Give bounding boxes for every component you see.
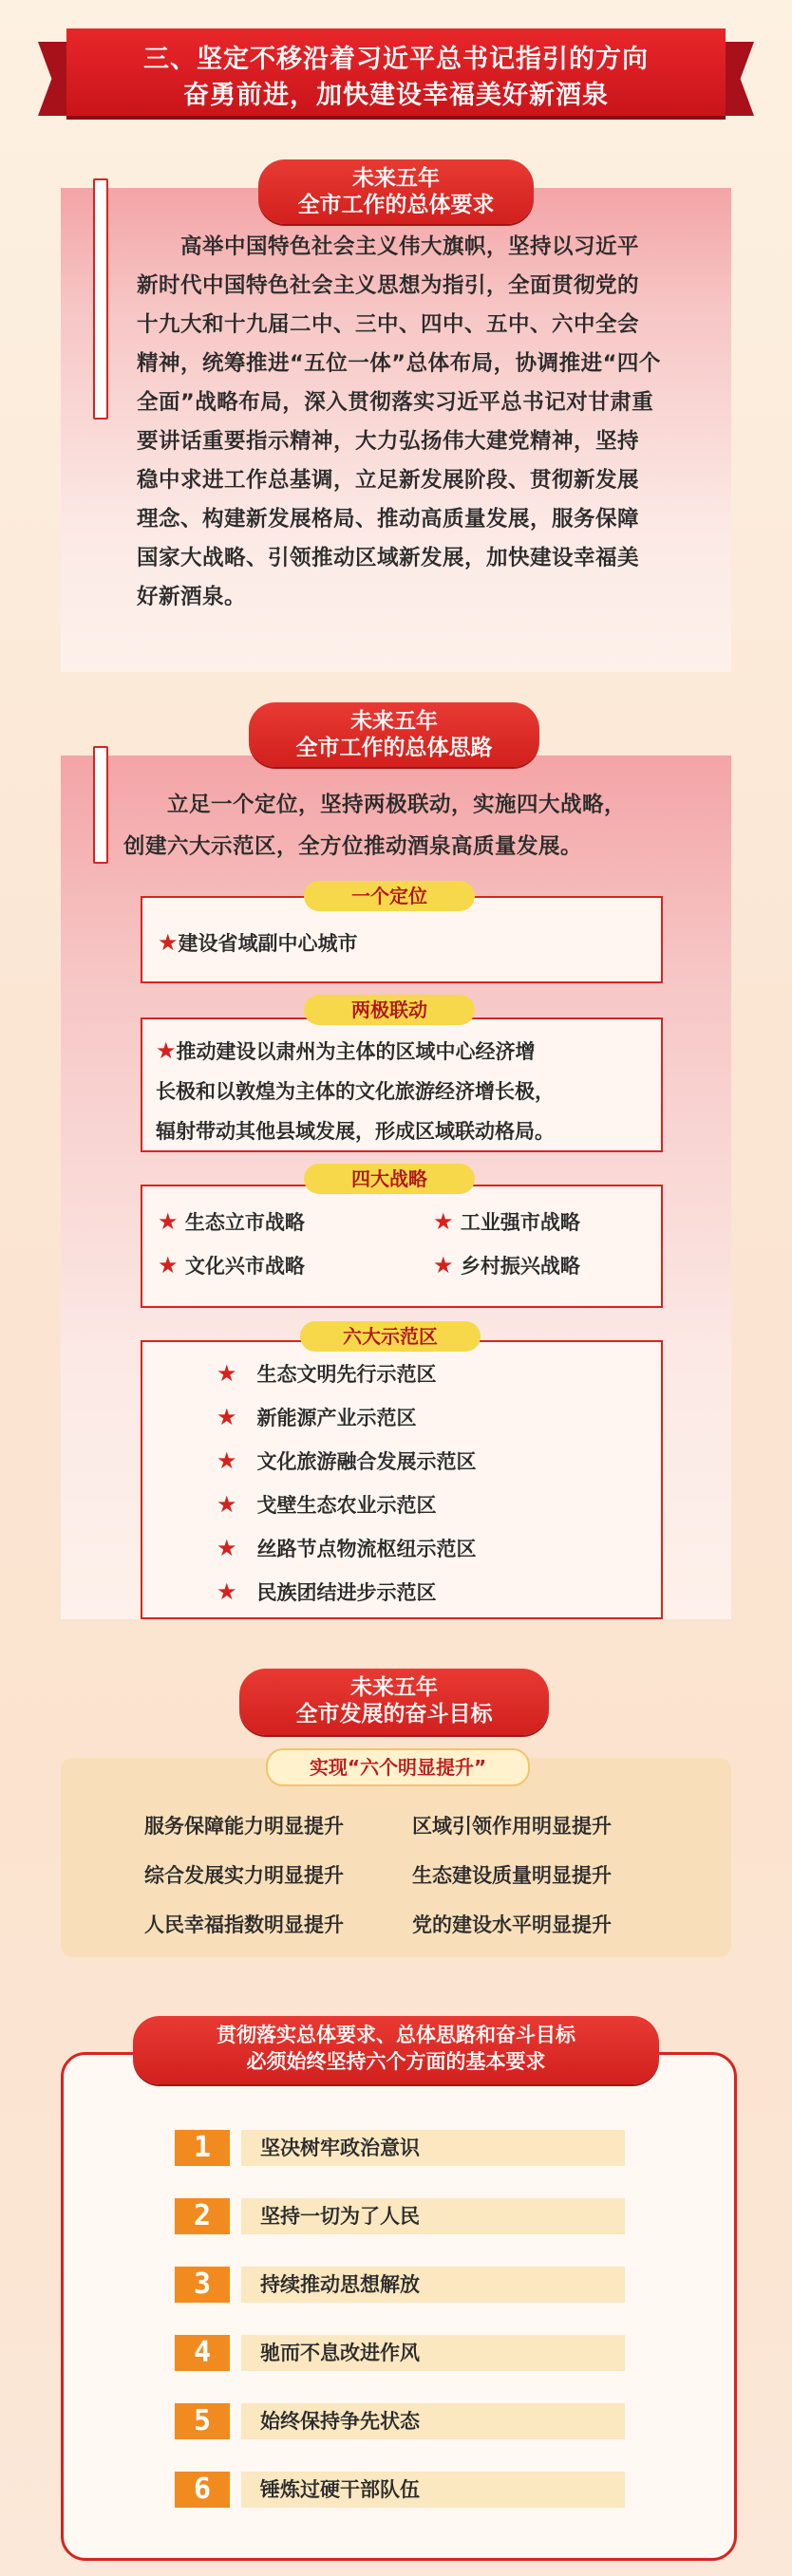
section2-intro-line: 创建六大示范区，全方位推动酒泉高质量发展。 xyxy=(123,834,583,859)
section1-line: 国家大战略、引领推动区域新发展，加快建设幸福美 xyxy=(137,546,640,570)
poles-line: 推动建设以肃州为主体的区域中心经济增 xyxy=(176,1040,536,1063)
star-icon: ★ xyxy=(156,1037,177,1064)
zone-item xyxy=(217,1490,437,1519)
zone-item xyxy=(217,1359,437,1388)
section1-paragraph xyxy=(137,228,716,617)
section2-title xyxy=(249,702,539,767)
star-icon: ★ xyxy=(217,1447,237,1474)
strategy-item xyxy=(433,1251,580,1279)
poles-line: 辐射带动其他县域发展，形成区域联动格局。 xyxy=(156,1120,555,1143)
banner-body xyxy=(66,28,726,116)
requirement-number: 5 xyxy=(175,2403,230,2439)
requirement-number: 2 xyxy=(175,2198,230,2234)
positioning-tag: 一个定位 xyxy=(304,881,475,911)
goal-item: 综合发展实力明显提升 xyxy=(144,1864,344,1887)
zone-label: 丝路节点物流枢纽示范区 xyxy=(256,1538,477,1560)
poles-line: 长极和以敦煌为主体的文化旅游经济增长极， xyxy=(156,1080,555,1103)
section2-side-bar xyxy=(93,746,108,864)
goal-item: 服务保障能力明显提升 xyxy=(144,1815,344,1838)
zone-item xyxy=(217,1577,437,1606)
header-banner xyxy=(38,28,754,116)
zone-label: 戈壁生态农业示范区 xyxy=(256,1494,437,1517)
positioning-text: 建设省域副中心城市 xyxy=(178,932,358,955)
star-icon: ★ xyxy=(158,1252,179,1279)
banner-title-line2: 奋勇前进，加快建设幸福美好新酒泉 xyxy=(183,81,609,110)
star-icon: ★ xyxy=(217,1491,237,1518)
requirement-number: 3 xyxy=(175,2267,230,2303)
banner-title-line1: 三、坚定不移沿着习近平总书记指引的方向 xyxy=(143,45,649,74)
goal-item: 生态建设质量明显提升 xyxy=(412,1864,612,1887)
star-icon: ★ xyxy=(158,929,179,956)
section3-title-line1: 未来五年 xyxy=(350,1675,438,1700)
section3-title-line2: 全市发展的奋斗目标 xyxy=(295,1702,493,1727)
section1-title-line1: 未来五年 xyxy=(352,166,440,191)
section1-side-bar xyxy=(93,178,108,420)
star-icon: ★ xyxy=(433,1252,454,1279)
positioning-item xyxy=(158,928,358,957)
section2-title-line1: 未来五年 xyxy=(350,709,438,734)
zone-label: 文化旅游融合发展示范区 xyxy=(256,1450,477,1473)
requirement-text: 始终保持争先状态 xyxy=(241,2403,625,2439)
goal-item: 人民幸福指数明显提升 xyxy=(144,1913,344,1936)
requirement-number: 4 xyxy=(175,2335,230,2371)
section1-line: 十九大和十九届二中、三中、四中、五中、六中全会 xyxy=(137,312,640,337)
poles-text xyxy=(156,1031,555,1151)
strategy-item xyxy=(433,1207,580,1236)
star-icon: ★ xyxy=(217,1360,237,1387)
section1-line: 精神，统筹推进“五位一体”总体布局，协调推进“四个 xyxy=(137,351,661,376)
requirement-number: 1 xyxy=(175,2130,230,2166)
strategies-tag: 四大战略 xyxy=(304,1164,475,1194)
section1-line: 新时代中国特色社会主义思想为指引，全面贯彻党的 xyxy=(137,273,640,298)
star-icon: ★ xyxy=(217,1578,237,1605)
section4-title-line2: 必须始终坚持六个方面的基本要求 xyxy=(246,2050,546,2073)
section1-line: 要讲话重要指示精神，大力弘扬伟大建党精神，坚持 xyxy=(137,429,640,454)
section1-title-line2: 全市工作的总体要求 xyxy=(297,193,495,217)
star-icon: ★ xyxy=(217,1404,237,1430)
zone-label: 新能源产业示范区 xyxy=(256,1407,417,1429)
zones-tag: 六大示范区 xyxy=(300,1321,481,1352)
star-icon: ★ xyxy=(433,1208,454,1235)
goal-item: 区域引领作用明显提升 xyxy=(412,1815,612,1838)
section1-title xyxy=(258,159,534,224)
section1-line: 全面”战略布局，深入贯彻落实习近平总书记对甘肃重 xyxy=(137,390,654,415)
section3-title xyxy=(239,1669,549,1735)
strategy-label: 文化兴市战略 xyxy=(184,1255,305,1278)
zone-item xyxy=(217,1534,477,1562)
section2-intro-line: 立足一个定位，坚持两极联动，实施四大战略， xyxy=(123,793,627,817)
strategy-label: 生态立市战略 xyxy=(184,1211,305,1234)
strategy-item xyxy=(158,1207,305,1236)
zone-item xyxy=(217,1447,477,1475)
section1-line: 好新酒泉。 xyxy=(137,585,247,609)
star-icon: ★ xyxy=(217,1535,237,1561)
zone-item xyxy=(217,1403,417,1431)
requirement-text: 坚决树牢政治意识 xyxy=(241,2130,625,2166)
requirement-text: 锤炼过硬干部队伍 xyxy=(241,2472,625,2508)
section1-line: 理念、构建新发展格局、推动高质量发展，服务保障 xyxy=(137,507,640,532)
requirement-text: 驰而不息改进作风 xyxy=(241,2335,625,2371)
zone-label: 民族团结进步示范区 xyxy=(256,1581,437,1604)
strategy-item xyxy=(158,1251,305,1279)
strategy-label: 工业强市战略 xyxy=(460,1211,580,1234)
strategies-box xyxy=(141,1185,663,1308)
requirement-text: 持续推动思想解放 xyxy=(241,2267,625,2303)
zone-label: 生态文明先行示范区 xyxy=(256,1363,437,1386)
section1-line: 高举中国特色社会主义伟大旗帜，坚持以习近平 xyxy=(137,234,640,259)
section1-line: 稳中求进工作总基调，立足新发展阶段、贯彻新发展 xyxy=(137,468,640,493)
section2-intro xyxy=(123,784,722,868)
section4-title xyxy=(133,2016,659,2084)
requirement-number: 6 xyxy=(175,2472,230,2508)
section2-title-line2: 全市工作的总体思路 xyxy=(295,736,493,760)
requirement-text: 坚持一切为了人民 xyxy=(241,2198,625,2234)
goal-item: 党的建设水平明显提升 xyxy=(412,1913,612,1936)
goals-tag: 实现“六个明显提升” xyxy=(266,1748,530,1786)
section4-title-line1: 贯彻落实总体要求、总体思路和奋斗目标 xyxy=(217,2024,575,2046)
poles-tag: 两极联动 xyxy=(304,995,475,1025)
star-icon: ★ xyxy=(158,1208,179,1235)
strategy-label: 乡村振兴战略 xyxy=(460,1255,580,1278)
